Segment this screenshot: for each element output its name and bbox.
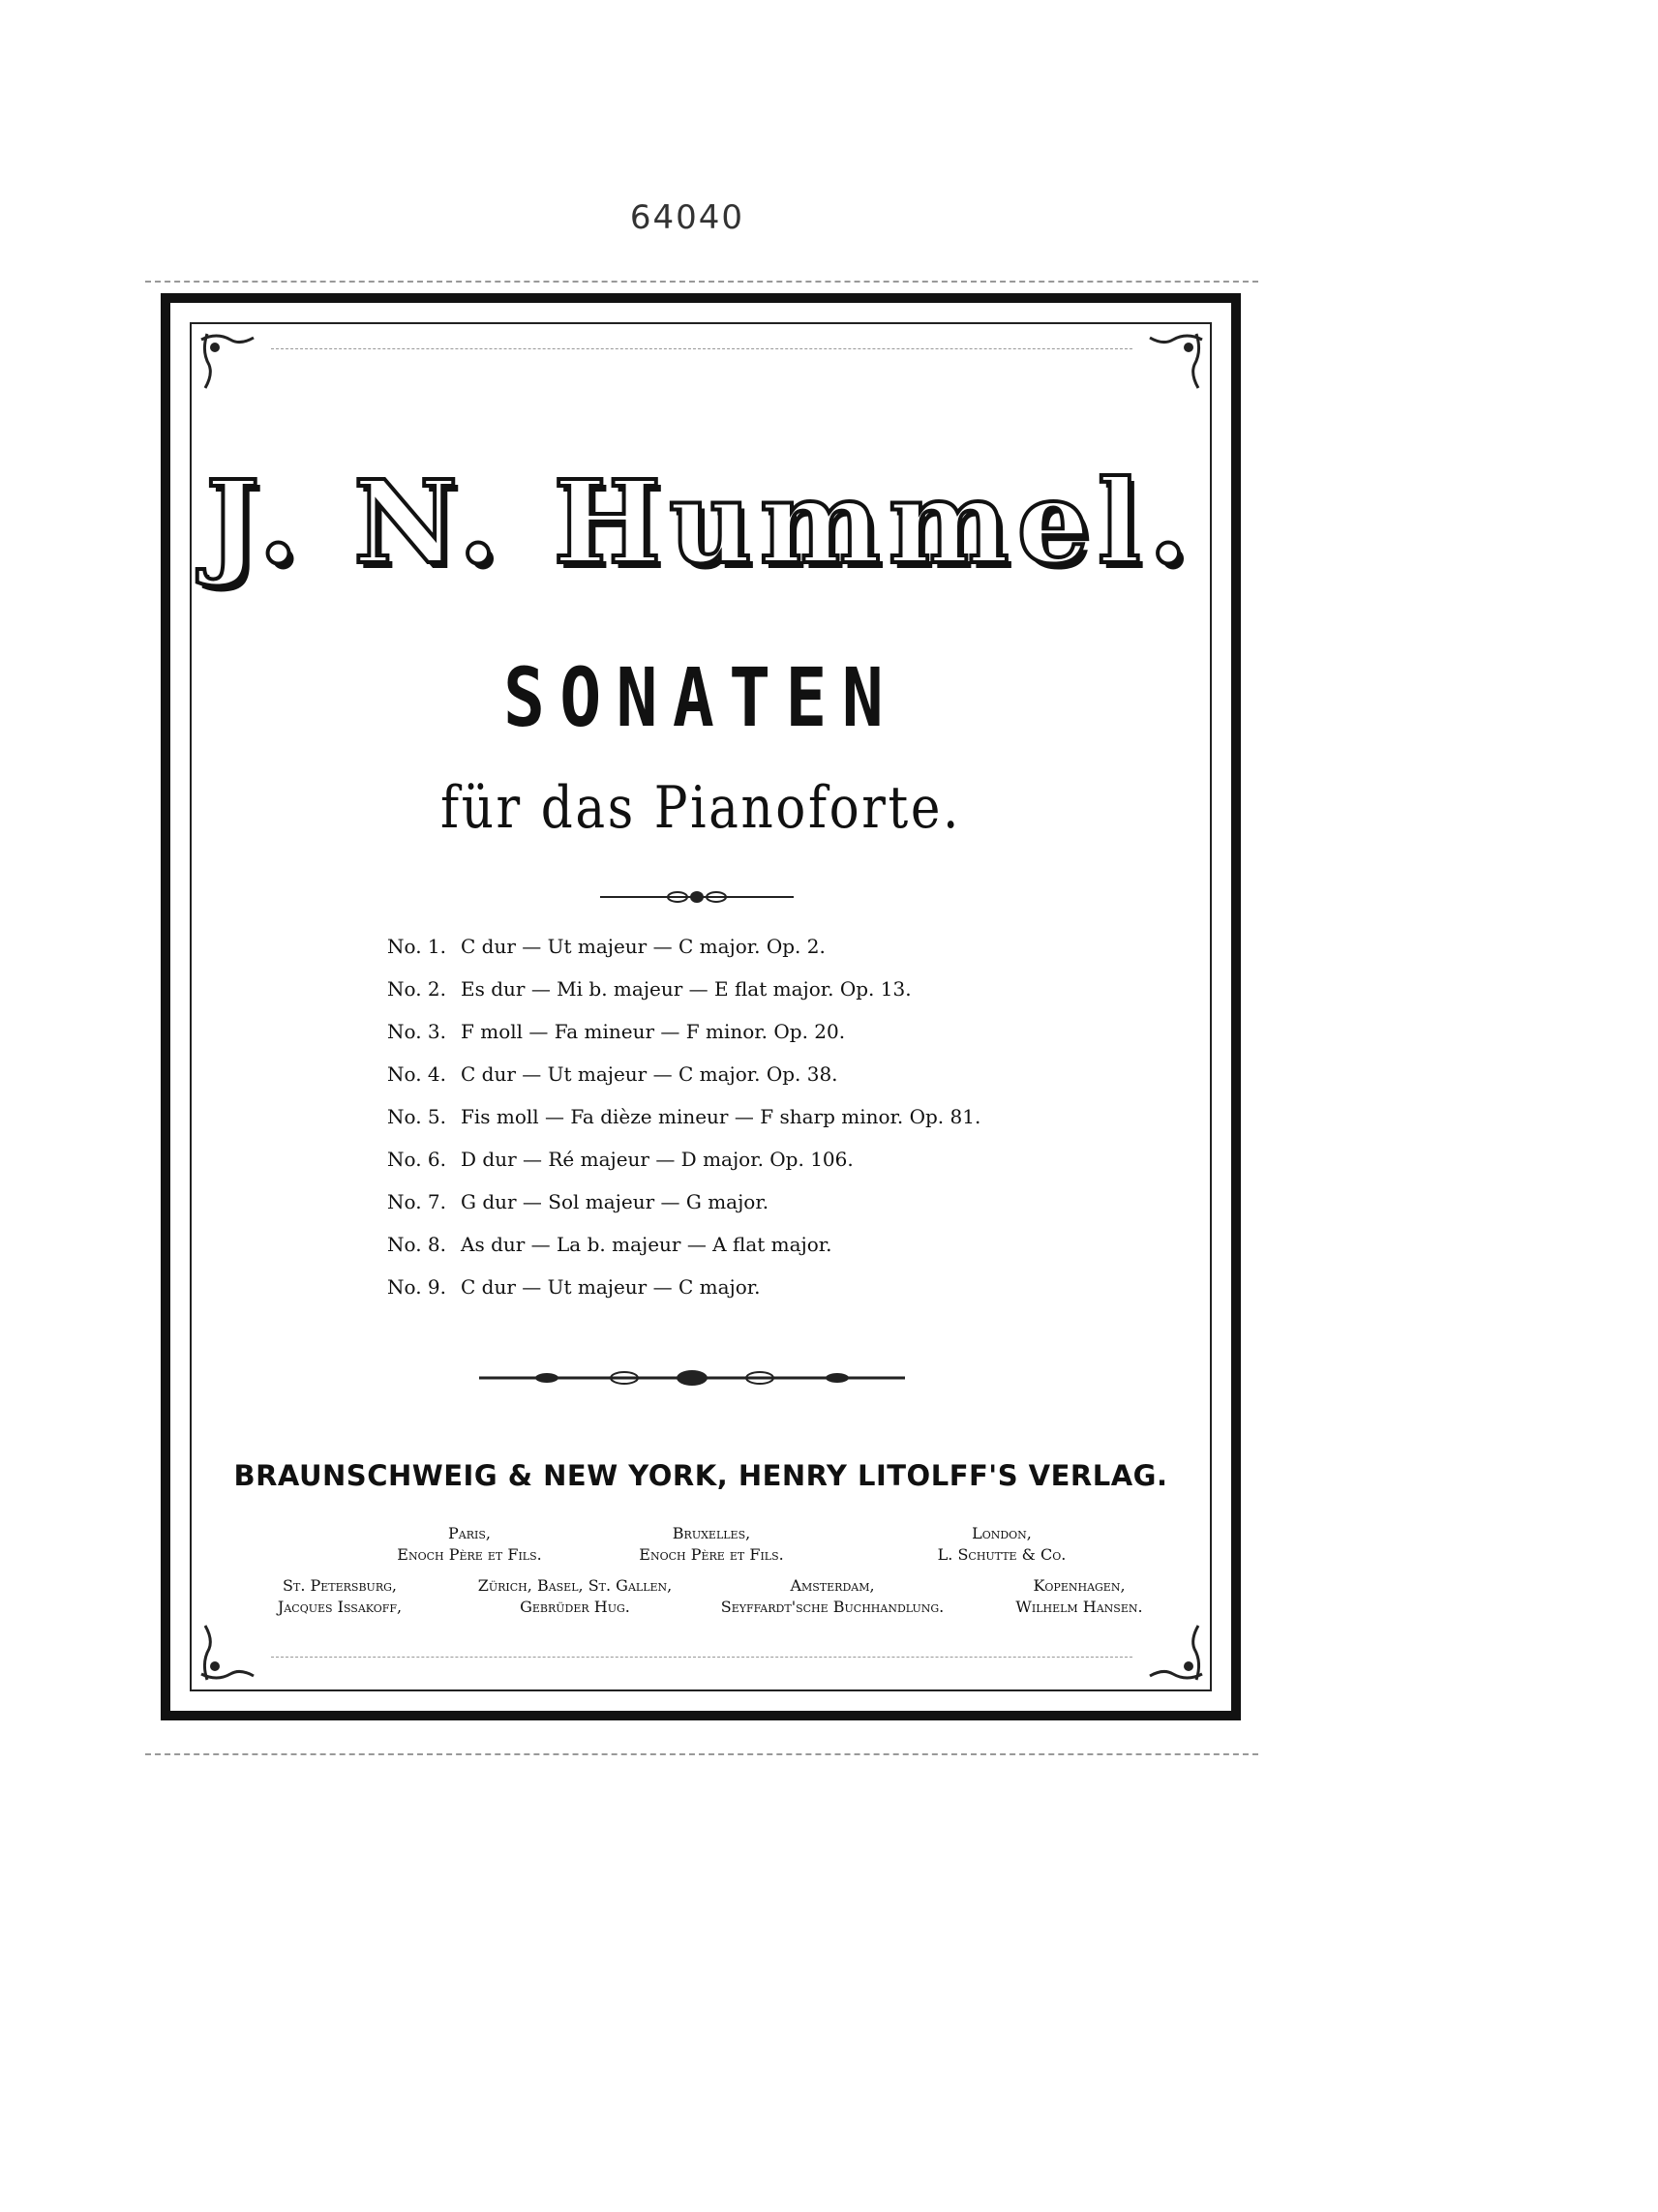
agent-firm: Seyffardt'sche Buchhandlung. bbox=[720, 1598, 945, 1616]
corner-ornament-bottom-right bbox=[1138, 1616, 1206, 1684]
sonata-number: No. 9. bbox=[387, 1275, 446, 1299]
sonata-description: D dur — Ré majeur — D major. Op. 106. bbox=[461, 1148, 854, 1171]
list-item bbox=[387, 1181, 1161, 1223]
composer-name: J. N. Hummel. bbox=[205, 455, 1196, 589]
subtitle: für das Pianoforte. bbox=[440, 774, 961, 842]
sonata-number: No. 2. bbox=[387, 977, 446, 1001]
sonata-description: As dur — La b. majeur — A flat major. bbox=[461, 1233, 832, 1256]
publisher-line: BRAUNSCHWEIG & NEW YORK, HENRY LITOLFF'S VERLAG. bbox=[233, 1459, 1168, 1492]
list-item bbox=[387, 925, 1161, 968]
sonata-description: F moll — Fa mineur — F minor. Op. 20. bbox=[461, 1020, 846, 1043]
list-item bbox=[387, 968, 1161, 1010]
list-item bbox=[387, 1010, 1161, 1053]
agent-st-petersburg bbox=[219, 1575, 461, 1618]
sonata-number: No. 8. bbox=[387, 1233, 446, 1256]
page-title: SONATEN bbox=[502, 650, 898, 745]
sonata-description: Es dur — Mi b. majeur — E flat major. Op. 13. bbox=[461, 977, 912, 1001]
agent-city: Amsterdam, bbox=[790, 1576, 875, 1595]
top-guide-line bbox=[145, 281, 1258, 283]
sonata-number: No. 1. bbox=[387, 935, 446, 958]
agent-paris bbox=[339, 1523, 600, 1566]
sonata-description: Fis moll — Fa dièze mineur — F sharp minor. Op. 81. bbox=[461, 1105, 981, 1128]
corner-ornament-top-right bbox=[1138, 330, 1206, 398]
agent-firm: L. Schutte & Co. bbox=[937, 1545, 1067, 1564]
catalog-number: 64040 bbox=[629, 198, 745, 237]
agent-city: Zürich, Basel, St. Gallen, bbox=[477, 1576, 673, 1595]
sonata-description: C dur — Ut majeur — C major. Op. 38. bbox=[461, 1062, 838, 1086]
agent-city: Bruxelles, bbox=[672, 1524, 751, 1542]
sonata-description: C dur — Ut majeur — C major. bbox=[461, 1275, 761, 1299]
list-item bbox=[387, 1223, 1161, 1266]
inner-top-rule bbox=[271, 348, 1132, 349]
sonata-list bbox=[387, 925, 1161, 1308]
sonata-number: No. 4. bbox=[387, 1062, 446, 1086]
agent-amsterdam bbox=[678, 1575, 987, 1618]
divider-ornament-small bbox=[600, 885, 794, 909]
agent-kopenhagen bbox=[978, 1575, 1181, 1618]
divider-ornament-large bbox=[479, 1364, 905, 1391]
bottom-guide-line bbox=[145, 1753, 1258, 1755]
sonata-number: No. 6. bbox=[387, 1148, 446, 1171]
list-item bbox=[387, 1095, 1161, 1138]
inner-bottom-rule bbox=[271, 1657, 1132, 1658]
sonata-number: No. 3. bbox=[387, 1020, 446, 1043]
sonata-number: No. 7. bbox=[387, 1190, 446, 1213]
list-item bbox=[387, 1266, 1161, 1308]
agent-bruxelles bbox=[581, 1523, 842, 1566]
agent-city: London, bbox=[972, 1524, 1032, 1542]
list-item bbox=[387, 1053, 1161, 1095]
agent-firm: Jacques Issakoff, bbox=[277, 1598, 403, 1616]
sonata-number: No. 5. bbox=[387, 1105, 446, 1128]
agent-city: Paris, bbox=[448, 1524, 491, 1542]
list-item bbox=[387, 1138, 1161, 1181]
sonata-description: C dur — Ut majeur — C major. Op. 2. bbox=[461, 935, 826, 958]
agent-firm: Enoch Père et Fils. bbox=[639, 1545, 784, 1564]
agent-firm: Gebrüder Hug. bbox=[520, 1598, 630, 1616]
agent-firm: Enoch Père et Fils. bbox=[397, 1545, 542, 1564]
corner-ornament-bottom-left bbox=[197, 1616, 265, 1684]
agent-london bbox=[881, 1523, 1123, 1566]
agent-city: Kopenhagen, bbox=[1033, 1576, 1126, 1595]
sonata-description: G dur — Sol majeur — G major. bbox=[461, 1190, 769, 1213]
agent-firm: Wilhelm Hansen. bbox=[1015, 1598, 1143, 1616]
agent-city: St. Petersburg, bbox=[283, 1576, 397, 1595]
corner-ornament-top-left bbox=[197, 330, 265, 398]
agent-zurich bbox=[439, 1575, 710, 1618]
